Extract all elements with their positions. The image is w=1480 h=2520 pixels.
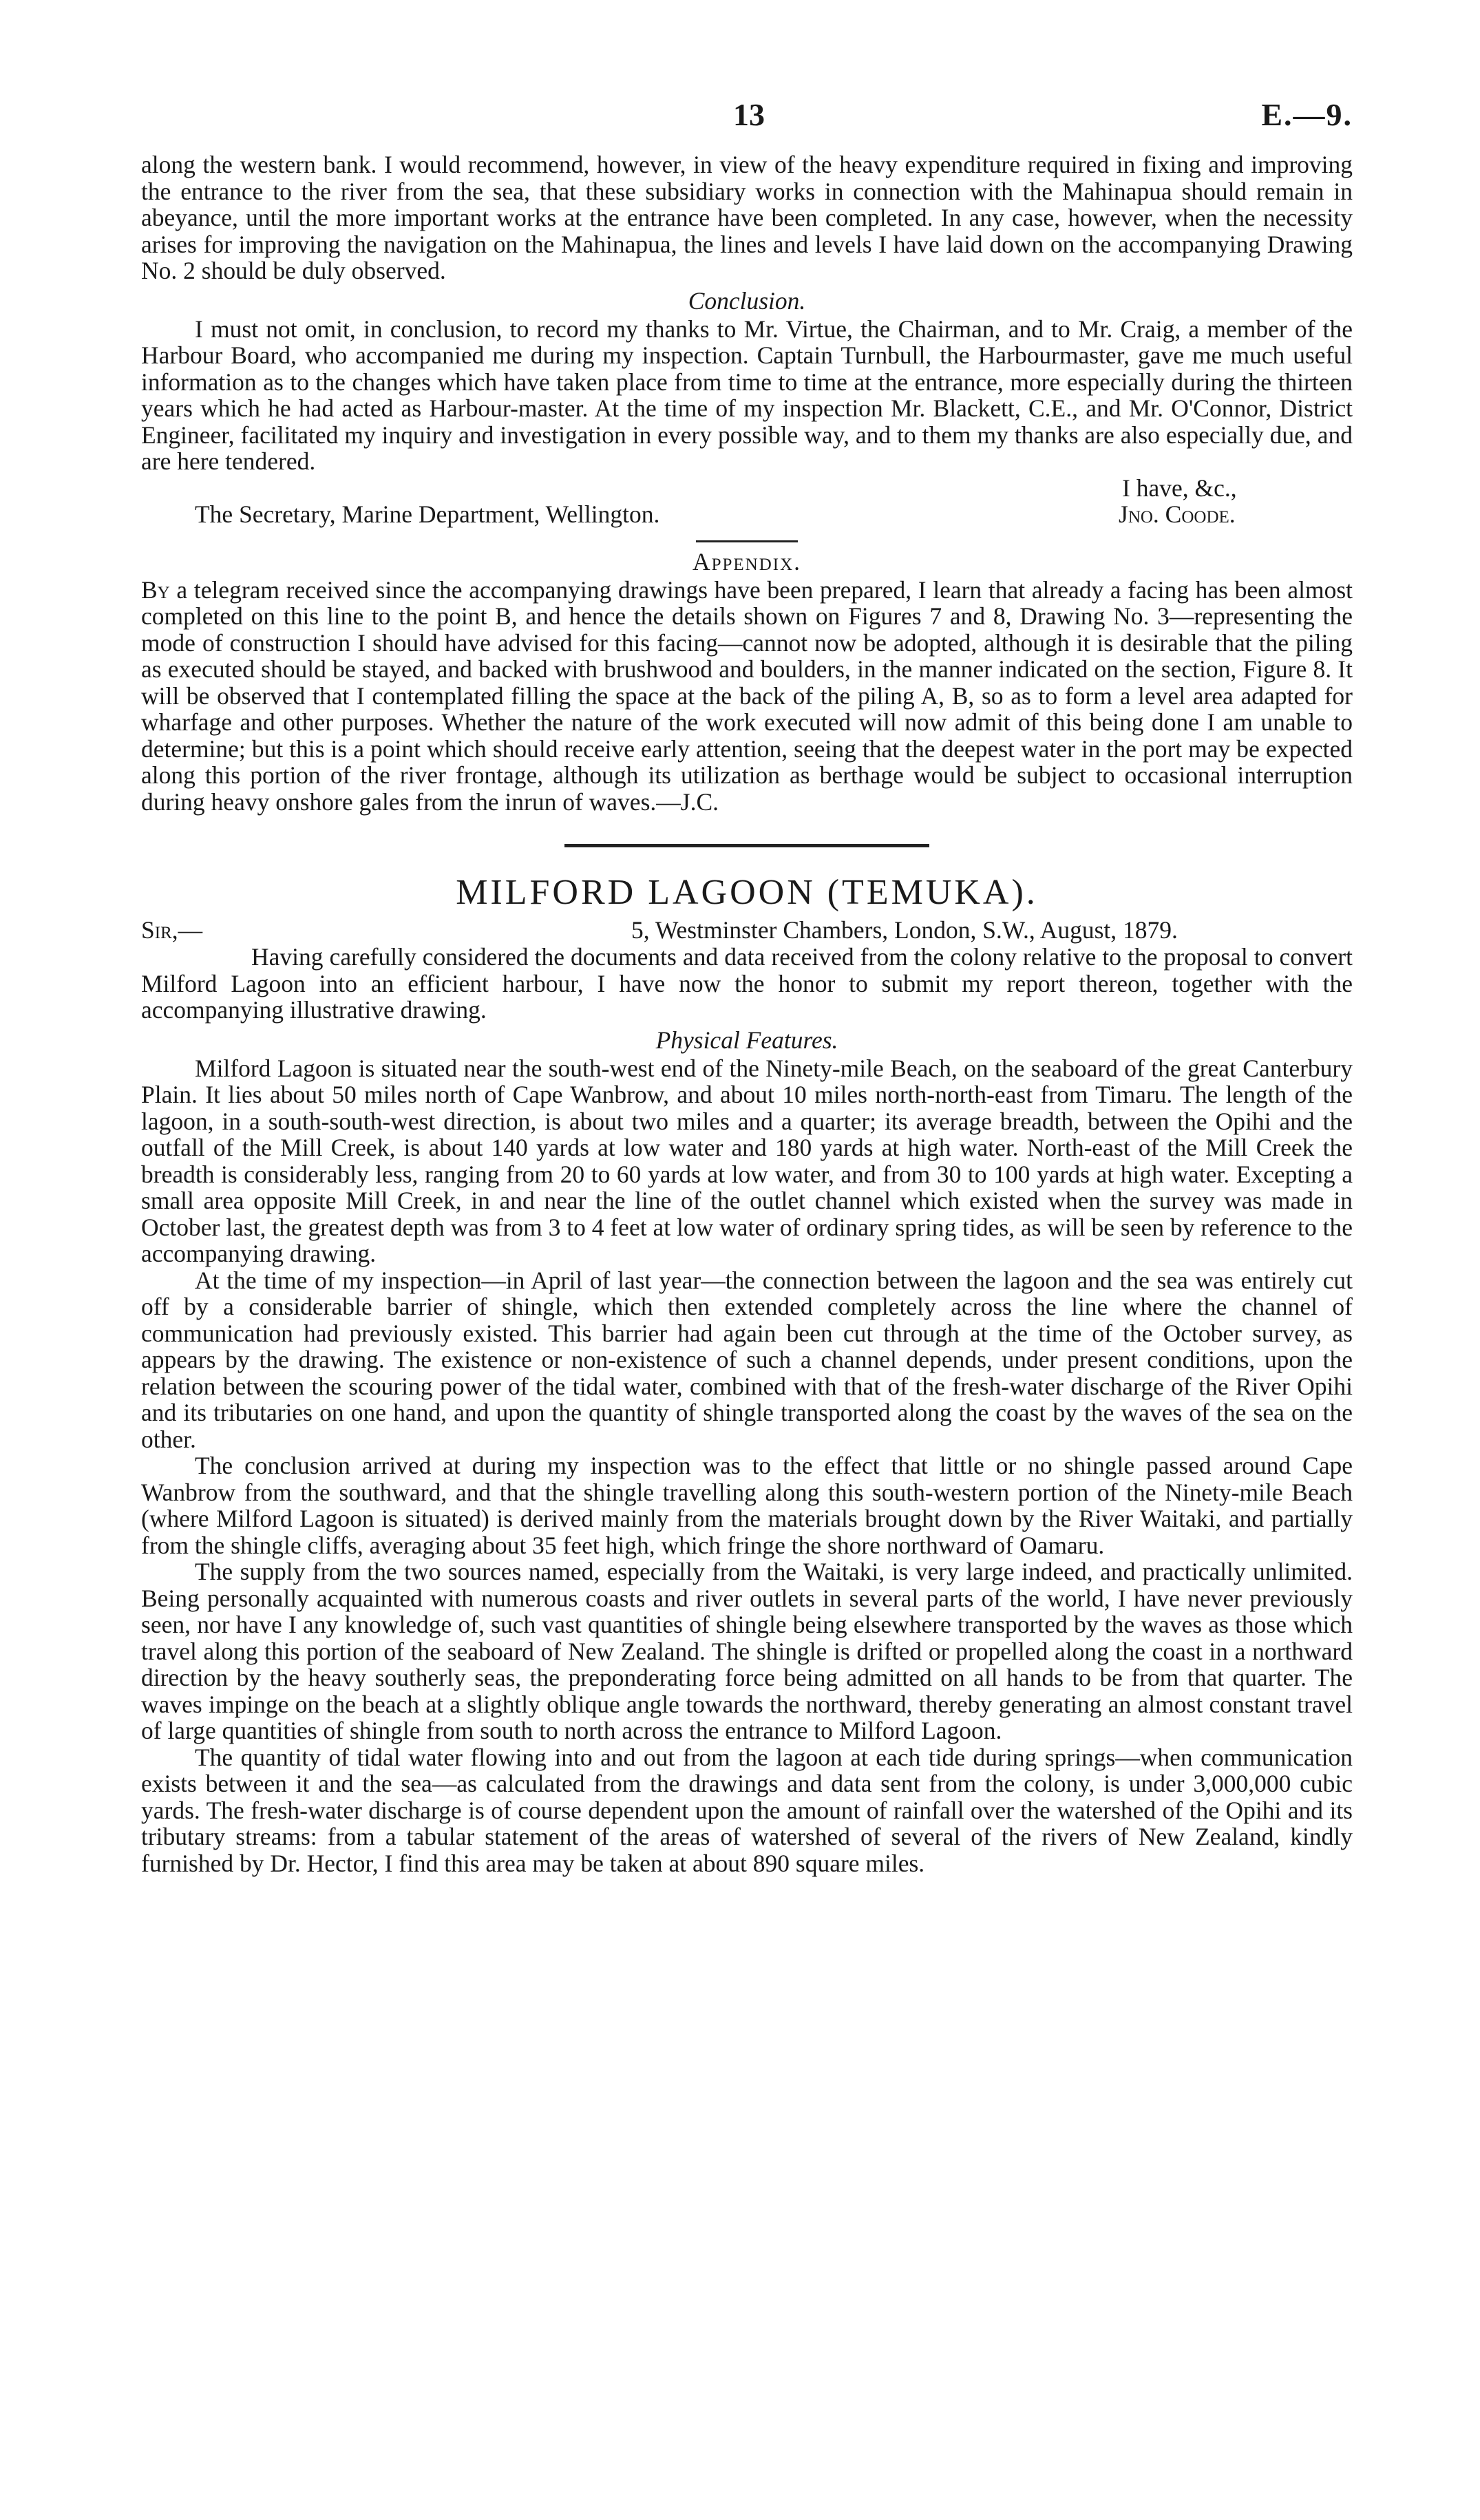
addressee-line: [141, 501, 1353, 528]
signature-text: Jno. Coode.: [1119, 500, 1236, 528]
salutation-text: Sir,—: [141, 916, 203, 944]
section-title: MILFORD LAGOON (TEMUKA).: [456, 873, 1038, 912]
heading-conclusion: Conclusion.: [688, 286, 806, 315]
document-page: [141, 96, 1353, 1876]
paragraph-thanks: I must not omit, in conclusion, to record my thanks to Mr. Virtue, the Chairman, and to Mr. Craig, a member of the Harbour Board, who accompanied me during my inspection. Captain Turnbull, the Harbourmaster, gave me much useful information as to the changes which have taken place from time to time at the entrance, more especially during the thirteen years which he had acted as Harbour-master. At the time of my inspection Mr. Blackett, C.E., and Mr. O'Connor, District Engineer, facilitated my inquiry and investigation in every possible way, and to them my thanks are also especially due, and are here tendered.: [141, 315, 1353, 475]
appendix-lead-word: By: [141, 575, 170, 604]
paragraph-physical-3: The conclusion arrived at during my inspection was to the effect that little or no shingle passed around Cape Wanbrow from the southward, and that the shingle travelling along this south-western portion of the Ninety-mile Beach (where Milford Lagoon is situated) is derived mainly from the materials brought down by the River Waitaki, and partially from the shingle cliffs, averaging about 35 feet high, which fringe the shore northward of Oamaru.: [141, 1452, 1353, 1559]
divider-long: [564, 844, 929, 847]
closing-text: I have, &c.,: [1122, 474, 1237, 502]
paragraph-physical-2: At the time of my inspection—in April of last year—the connection between the lagoon and the sea was entirely cut off by a considerable barrier of shingle, which then extended completely across the line where the channel of communication had previously existed. This barrier had again been cut through at the time of the October survey, as appears by the drawing. The existence or non-existence of such a channel depends, under present conditions, upon the relation between the scouring power of the tidal water, combined with that of the fresh-water discharge of the River Opihi and its tributaries on one hand, and upon the quantity of shingle transported along the coast by the waves of the sea on the other.: [141, 1266, 1353, 1453]
paragraph-appendix: [141, 577, 1353, 816]
document-code: E.—9.: [1261, 97, 1353, 132]
page-number: 13: [733, 97, 765, 132]
address-date-text: 5, Westminster Chambers, London, S.W., August, 1879.: [631, 916, 1178, 944]
appendix-body: a telegram received since the accompanying drawings have been prepared, I learn that already a facing has been almost completed on this line to the point B, and hence the details shown on Figures 7 and 8, Drawing No. 3—representing the mode of construction I should have advised for this facing—cannot now be adopted, although it is desirable that the piling as executed should be stayed, and backed with brushwood and boulders, in the manner indicated on the section, Figure 8. It will be observed that I contemplated filling the space at the back of the piling A, B, so as to form a level area adapted for wharfage and other purposes. Whether the nature of the work executed will now admit of this being done I am unable to determine; but this is a point which should receive early attention, seeing that the deepest water in the port may be expected along this portion of the river frontage, although its utilization as berthage would be subject to occasional interruption during heavy onshore gales from the inrun of waves.—J.C.: [141, 575, 1353, 816]
heading-appendix: Appendix.: [692, 547, 802, 575]
paragraph-intro: Having carefully considered the documents and data received from the colony relative to the proposal to convert Milford Lagoon into an efficient harbour, I have now the honor to submit my report thereon, together with the accompanying illustrative drawing.: [141, 943, 1353, 1024]
paragraph-physical-1: Milford Lagoon is situated near the south-west end of the Ninety-mile Beach, on the seaboard of the great Canterbury Plain. It lies about 50 miles north of Cape Wanbrow, and about 10 miles north-north-east from Timaru. The length of the lagoon, in a south-south-west direction, is about two miles and a quarter; its average breadth, between the Opihi and the outfall of the Mill Creek, is about 140 yards at low water and 180 yards at high water. North-east of the Mill Creek the breadth is considerably less, ranging from 20 to 60 yards at low water, and from 30 to 100 yards at high water. Excepting a small area opposite Mill Creek, in and near the line of the outlet channel which existed when the survey was made in October last, the greatest depth was from 3 to 4 feet at low water of ordinary spring tides, as will be seen by reference to the accompanying drawing.: [141, 1054, 1353, 1267]
salutation-line: [141, 916, 1353, 944]
addressee-text: The Secretary, Marine Department, Wellington.: [195, 500, 660, 528]
paragraph-mahinapua: along the western bank. I would recommend, however, in view of the heavy expenditure required in fixing and improving the entrance to the river from the sea, that these subsidiary works in connection with the Mahinapua should remain in abeyance, until the more important works at the entrance have been completed. In any case, however, when the necessity arises for improving the navigation on the Mahinapua, the lines and levels I have laid down on the accompanying Drawing No. 2 should be duly observed.: [141, 151, 1353, 284]
heading-physical-features: Physical Features.: [655, 1026, 838, 1054]
paragraph-physical-4: The supply from the two sources named, especially from the Waitaki, is very large indeed, and practically unlimited. Being personally acquainted with numerous coasts and river outlets in several parts of the world, I have never previously seen, nor have I any knowledge of, such vast quantities of shingle being elsewhere transported by the waves as those which travel along this portion of the seaboard of New Zealand. The shingle is drifted or propelled along the coast in a northward direction by the heavy southerly seas, the preponderating force being admitted on all hands to be from that quarter. The waves impinge on the beach at a slightly oblique angle towards the northward, thereby generating an almost constant travel of large quantities of shingle from south to north across the entrance to Milford Lagoon.: [141, 1558, 1353, 1744]
closing-line: [141, 475, 1353, 502]
divider-short: [696, 540, 798, 542]
paragraph-physical-5: The quantity of tidal water flowing into and out from the lagoon at each tide during springs—when communication exists between it and the sea—as calculated from the drawings and data sent from the colony, is under 3,000,000 cubic yards. The fresh-water discharge is of course dependent upon the amount of rainfall over the watershed of the Opihi and its tributary streams: from a tabular statement of the areas of watershed of several of the rivers of New Zealand, kindly furnished by Dr. Hector, I find this area may be taken at about 890 square miles.: [141, 1743, 1353, 1877]
page-header: [141, 96, 1353, 151]
